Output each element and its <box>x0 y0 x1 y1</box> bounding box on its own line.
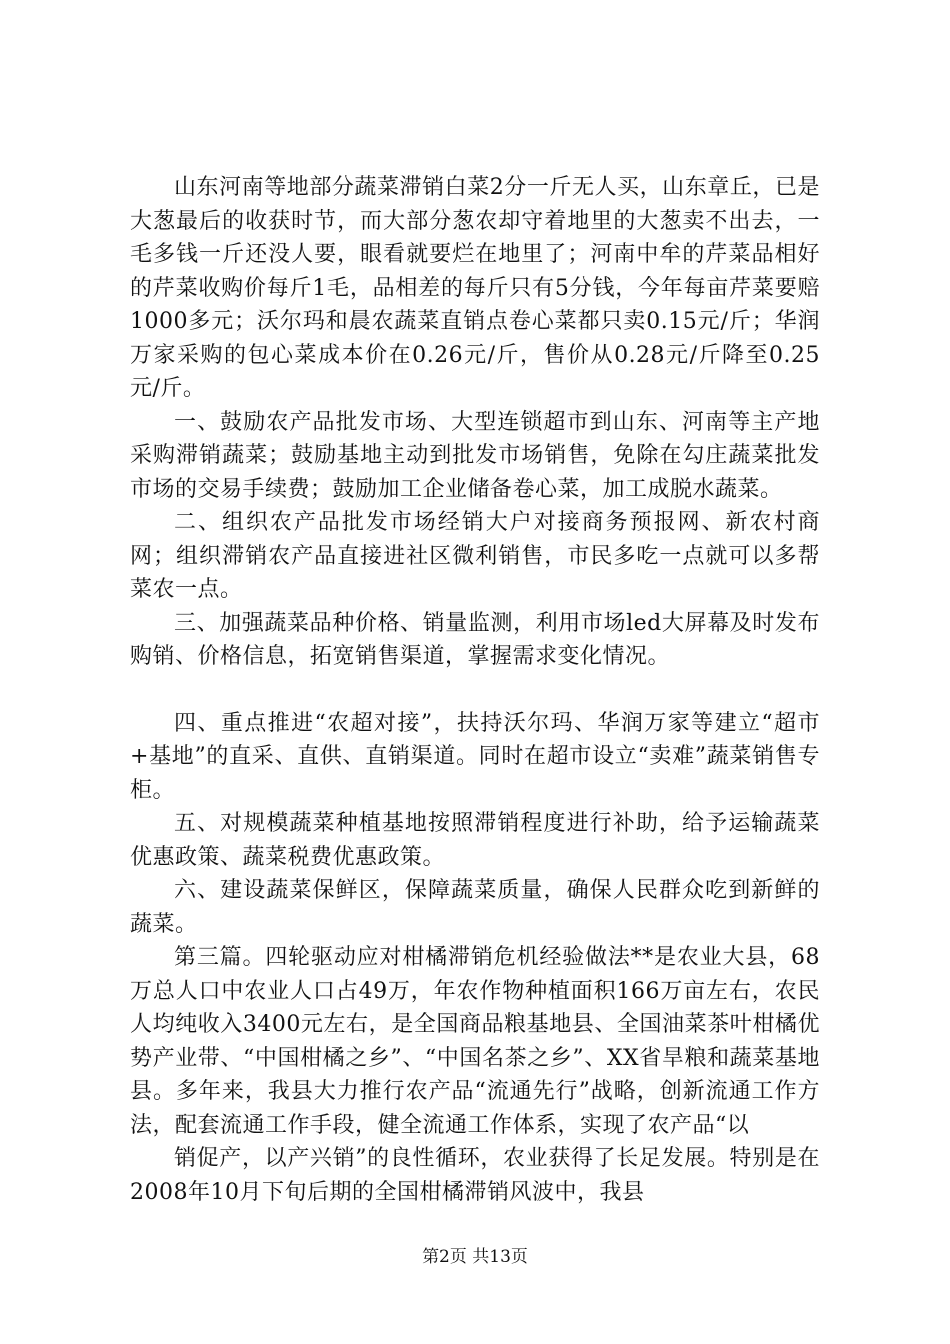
paragraph-measure-six: 六、建设蔬菜保鲜区，保障蔬菜质量，确保人民群众吃到新鲜的蔬菜。 <box>130 878 820 937</box>
paragraph-measure-two: 二、组织农产品批发市场经销大户对接商务预报网、新农村商网；组织滞销农产品直接进社区微利销售，市民多吃一点就可以多帮菜农一点。 <box>130 510 820 602</box>
paragraph-continuation: 销促产，以产兴销”的良性循环，农业获得了长足发展。特别是在2008年10月下旬后期的全国柑橘滞销风波中，我县 <box>130 1146 820 1205</box>
paragraph-third-article: 第三篇。四轮驱动应对柑橘滞销危机经验做法**是农业大县，68万总人口中农业人口占49万，年农作物种植面积166万亩左右，农民人均纯收入3400元左右，是全国商品粮基地县、全国油菜茶叶柑橘优势产业带、“中国柑橘之乡”、“中国名茶之乡”、XX省旱粮和蔬菜基地县。多年来，我县大力推行农产品“流通先行”战略，创新流通工作方法，配套流通工作手段，健全流通工作体系，实现了农产品“以 <box>130 945 820 1138</box>
paragraph-measure-three: 三、加强蔬菜品种价格、销量监测，利用市场led大屏幕及时发布购销、价格信息，拓宽销售渠道，掌握需求变化情况。 <box>130 610 820 669</box>
page-number-footer: 第2页 共13页 <box>422 1247 528 1267</box>
paragraph-measure-one: 一、鼓励农产品批发市场、大型连锁超市到山东、河南等主产地采购滞销蔬菜；鼓励基地主动到批发市场销售，免除在勾庄蔬菜批发市场的交易手续费；鼓励加工企业储备卷心菜，加工成脱水蔬菜。 <box>130 409 820 502</box>
document-body <box>130 171 820 1209</box>
paragraph-vegetable-glut: 山东河南等地部分蔬菜滞销白菜2分一斤无人买，山东章丘，已是大葱最后的收获时节，而大部分葱农却守着地里的大葱卖不出去，一毛多钱一斤还没人要，眼看就要烂在地里了；河南中牟的芹菜品相好的芹菜收购价每斤1毛，品相差的每斤只有5分钱，今年每亩芹菜要赔1000多元；沃尔玛和晨农蔬菜直销点卷心菜都只卖0.15元/斤；华润万家采购的包心菜成本价在0.26元/斤，售价从0.28元/斤降至0.25元/斤。 <box>130 175 820 401</box>
paragraph-measure-four: 四、重点推进“农超对接”，扶持沃尔玛、华润万家等建立“超市+基地”的直采、直供、直销渠道。同时在超市设立“卖难”蔬菜销售专柜。 <box>130 710 820 803</box>
paragraph-spacer <box>130 674 820 707</box>
paragraph-measure-five: 五、对规模蔬菜种植基地按照滞销程度进行补助，给予运输蔬菜优惠政策、蔬菜税费优惠政策。 <box>130 811 820 870</box>
